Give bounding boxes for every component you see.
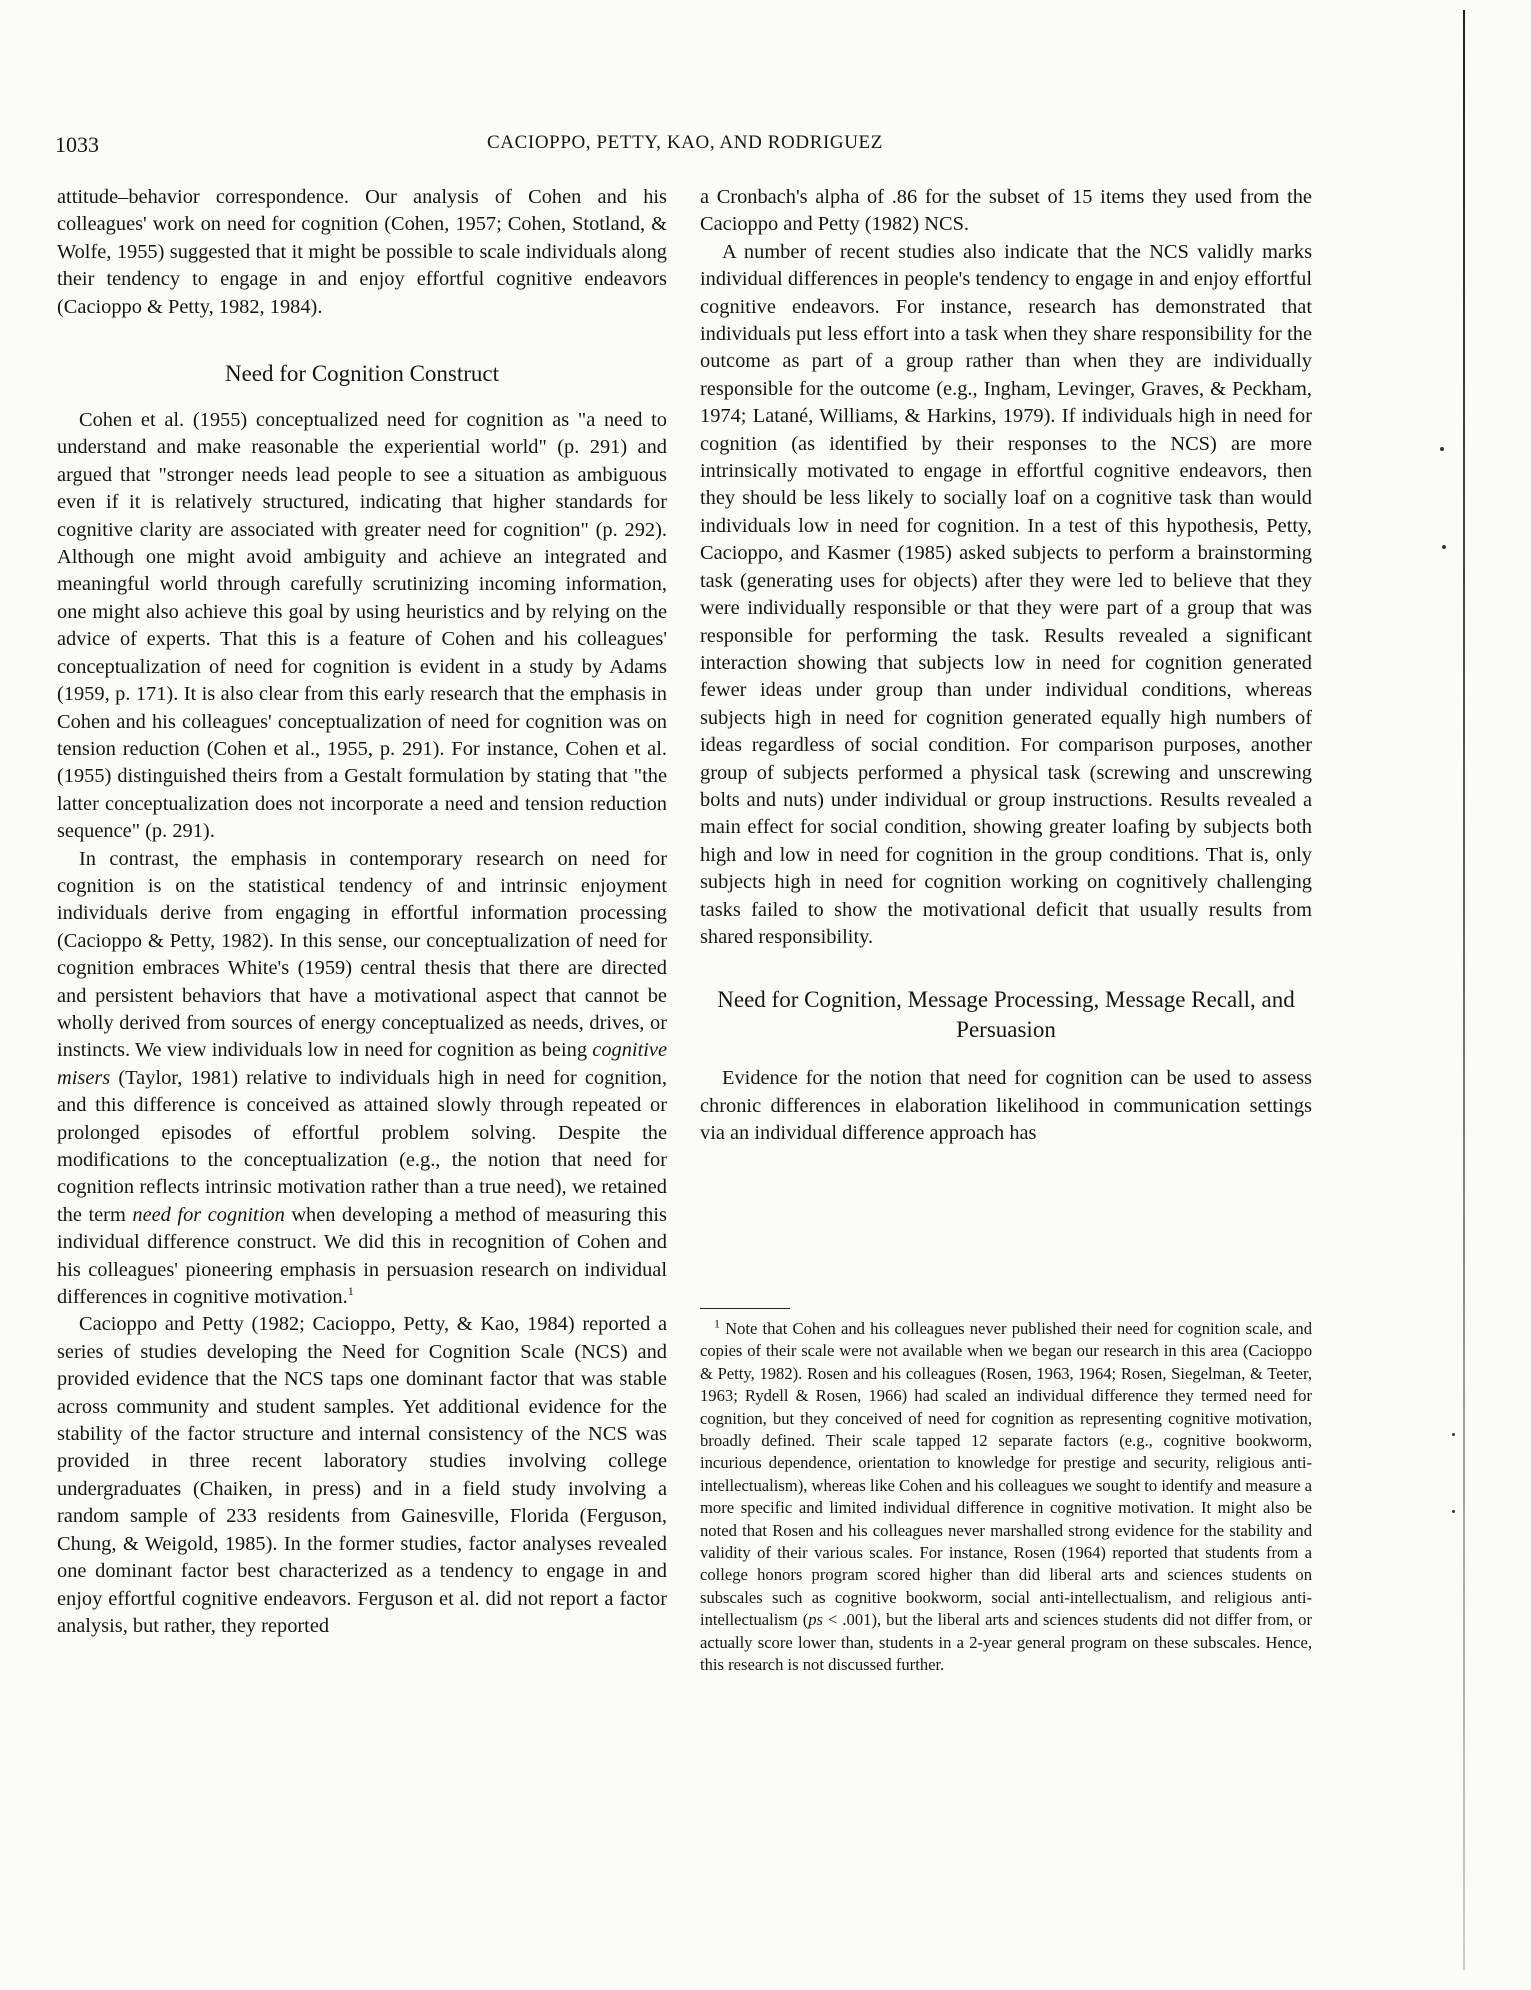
paragraph: a Cronbach's alpha of .86 for the subset of 15 items they used from the Cacioppo and Petty (1982) NCS. [700,186,1312,236]
footnote-rule [700,1308,790,1309]
scan-edge-line [1463,10,1465,1970]
paragraph: attitude–behavior correspondence. Our analysis of Cohen and his colleagues' work on need for cognition (Cohen, 1957; Cohen, Stotland, & Wolfe, 1955) suggested that it might be possible to scale individuals along their tendency to engage in and enjoy effortful cognitive endeavors (Cacioppo & Petty, 1982, 1984). [57,186,667,318]
scan-speck [1452,1510,1455,1513]
scan-speck [1452,1433,1455,1436]
paragraph: Cohen et al. (1955) conceptualized need for cognition as "a need to understand and make reasonable the experiential world" (p. 291) and argued that "stronger needs lead people to see a situation as ambiguous even if it is relatively structured, indicating that higher standards for cognitive clarity are associated with greater need for cognition" (p. 292). Although one might avoid ambiguity and achieve an integrated and meaningful world through carefully scrutinizing incoming information, one might also achieve this goal by using heuristics and by relying on the advice of experts. That this is a feature of Cohen and his colleagues' conceptualization of need for cognition is evident in a study by Adams (1959, p. 171). It is also clear from this early research that the emphasis in Cohen and his colleagues' conceptualization of need for cognition was on tension reduction (Cohen et al., 1955, p. 291). For instance, Cohen et al. (1955) distinguished theirs from a Gestalt formulation by stating that "the latter conceptualization does not incorporate a need and tension reduction sequence" (p. 291). [57,409,667,843]
right-column [700,184,1312,1148]
paragraph: Evidence for the notion that need for cognition can be used to assess chronic differences in elaboration likelihood in communication settings via an individual difference approach has [700,1067,1312,1145]
footnote-reference: 1 [347,1284,354,1299]
paragraph: Cacioppo and Petty (1982; Cacioppo, Petty, & Kao, 1984) reported a series of studies developing the Need for Cognition Scale (NCS) and provided evidence that the NCS taps one dominant factor that was stable across community and student samples. Yet additional evidence for the stability of the factor structure and internal consistency of the NCS was provided in three recent laboratory studies involving college undergraduates (Chaiken, in press) and in a field study involving a random sample of 233 residents from Gainesville, Florida (Ferguson, Chung, & Weigold, 1985). In the former studies, factor analyses revealed one dominant factor best characterized as a tendency to engage in and enjoy effortful cognitive endeavors. Ferguson et al. did not report a factor analysis, but rather, they reported [57,1313,667,1637]
emphasis-text: ps [808,1610,824,1630]
footnote-marker: 1 [714,1316,720,1331]
text-run: In contrast, the emphasis in contemporary research on need for cognition is on the statistical tendency of and intrinsic enjoyment individuals derive from engaging in effortful information processing (Cacioppo & Petty, 1982). In this sense, our conceptualization of need for cognition embraces White's (1959) central thesis that there are directed and persistent behaviors that have a motivational aspect that cannot be wholly derived from sources of energy conceptualized as needs, drives, or instincts. We view individuals low in need for cognition as being [57,847,667,1062]
paragraph: A number of recent studies also indicate that the NCS validly marks individual differences in people's tendency to engage in and enjoy effortful cognitive endeavors. For instance, research has demonstrated that individuals put less effort into a task when they share responsibility for the outcome as part of a group rather than when they are individually responsible for the outcome (e.g., Ingham, Levinger, Graves, & Peckham, 1974; Latané, Williams, & Harkins, 1979). If individuals high in need for cognition (as identified by their responses to the NCS) are more intrinsically motivated to engage in effortful cognitive endeavors, then they should be less likely to socially loaf on a cognitive task than would individuals low in need for cognition. In a test of this hypothesis, Petty, Cacioppo, and Kasmer (1985) asked subjects to perform a brainstorming task (generating uses for objects) after they were led to believe that they were individually responsible or that they were part of a group that was responsible for performing the task. Results revealed a significant interaction showing that subjects low in need for cognition generated fewer ideas under group than under individual conditions, whereas subjects high in need for cognition generated equally high numbers of ideas regardless of social condition. For comparison purposes, another group of subjects performed a physical task (screwing and unscrewing bolts and nuts) under individual or group instructions. Results revealed a main effect for social condition, showing greater loafing by subjects both high and low in need for cognition in the group conditions. That is, only subjects high in need for cognition working on cognitively challenging tasks failed to show the motivational deficit that usually results from shared responsibility. [700,240,1312,948]
page-header [55,132,1315,162]
running-head: CACIOPPO, PETTY, KAO, AND RODRIGUEZ [487,132,883,153]
section-heading: Need for Cognition, Message Processing, Message Recall, and Persuasion [717,987,1295,1043]
emphasis-text: need for cognition [132,1203,285,1226]
page-number: 1033 [55,132,99,157]
scan-speck [1442,545,1446,549]
text-run: (Taylor, 1981) relative to individuals high in need for cognition, and this difference is conceived as attained slowly through repeated or prolonged episodes of effortful problem solving. Despite the modifications to the conceptualization (e.g., the notion that need for cognition reflects intrinsic motivation rather than a true need), we retained the term [57,1066,667,1226]
text-run: when developing a method of measuring this individual difference construct. We did this in recognition of Cohen and his colleagues' pioneering emphasis in persuasion research on individual differences in cognitive motivation. [57,1203,667,1309]
scan-speck [1440,447,1444,451]
footnote-text [700,1318,1312,1677]
left-column [57,184,667,1640]
footnote [700,1318,1312,1677]
paragraph [57,846,667,1312]
emphasis-text: cognitive misers [57,1039,667,1089]
section-heading: Need for Cognition Construct [224,361,500,387]
text-run: < .001), but the liberal arts and sciences students did not differ from, or actually score lower than, students in a 2-year general program on these subscales. Hence, this research is not discussed further. [700,1610,1312,1675]
text-run: Note that Cohen and his colleagues never published their need for cognition scale, and copies of their scale were not available when we began our research in this area (Cacioppo & Petty, 1982). Rosen and his colleagues (Rosen, 1963, 1964; Rosen, Siegelman, & Teeter, 1963; Rydell & Rosen, 1966) had scaled an individual difference they termed need for cognition, but they conceived of need for cognition as representing cognitive motivation, broadly defined. Their scale tapped 12 separate factors (e.g., cognitive bookworm, incurious dependence, orientation to knowledge for prestige and security, religious anti-intellectualism), whereas like Cohen and his colleagues we sought to identify and measure a more specific and limited individual difference in cognitive motivation. It might also be noted that Rosen and his colleagues never marshalled strong evidence for the stability and validity of their various scales. For instance, Rosen (1964) reported that students from a college honors program scored higher than did liberal arts and sciences students on subscales such as cognitive bookworm, social anti-intellectualism, and religious anti-intellectualism ( [700,1319,1313,1630]
